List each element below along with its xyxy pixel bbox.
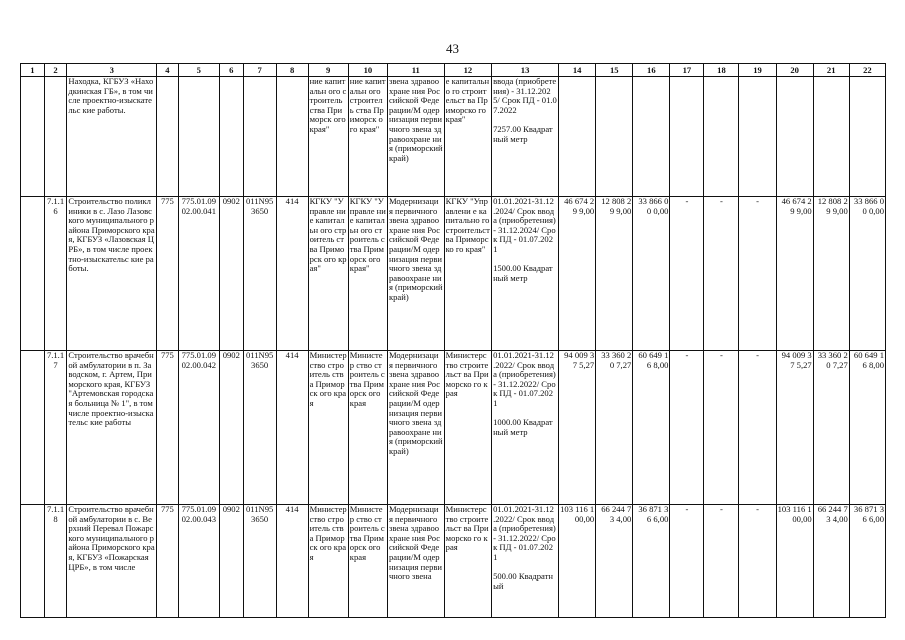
column-header: 13 [492,64,559,77]
table-cell-box [849,505,885,618]
table-cell-box [44,77,67,197]
table-cell-box [387,505,444,618]
table-cell: 33 866 00 0,00 [853,196,884,216]
table-cell-box [559,197,596,351]
table-row [21,351,886,505]
column-header: 20 [776,64,813,77]
table-cell: Министерс тво строительст ва Приморско го края [445,350,489,399]
header-row [21,64,886,77]
column-header: 6 [219,64,243,77]
table-cell: 12 808 29 9,00 [601,196,632,216]
table-cell-box [813,505,849,618]
table-cell-box [492,505,559,618]
table-cell: 36 871 36 6,00 [853,504,884,524]
table-cell-box [243,77,276,197]
table-cell-box [348,197,387,351]
table-cell: - [685,504,689,514]
table-cell-box [178,505,219,618]
table-cell: 0902 [222,504,240,514]
table-cell: 01.01.2021-31.12 .2024/ Срок ввода (приобретения) - 31.12.2024/ Срок ПД - 01.07.2021 1500.00 Квадратный метр [493,196,556,283]
column-header: 9 [308,64,348,77]
table-cell: 36 871 36 6,00 [638,504,669,524]
table-cell: Модернизаци я первичного звена здравоохране ния Российской Федерации/М одернизация первичного звена здравоохране ния (приморский край) [388,350,443,456]
table-cell: Министер ство строитель ства Приморск ого края [349,350,385,408]
table-cell: - [720,350,723,360]
table-cell: КГКУ "Управле ние капитальн ого строитель ства Приморск ого края" [309,196,347,274]
table-cell-box [44,505,67,618]
column-header: 1 [21,64,45,77]
table-cell: 103 116 1 00,00 [777,504,812,524]
table-cell-box [596,351,633,505]
table-cell-box [633,351,670,505]
table-cell: КГКУ "Управле ние капитальн ого строитель ства Приморск ого края" [349,196,386,274]
table-cell-box [348,77,387,197]
table-cell-box [444,351,491,505]
table-cell: 011N95 3650 [245,350,274,370]
table-cell-box [444,505,491,618]
table-cell-box [387,77,444,197]
column-header: 14 [559,64,596,77]
table-cell-box [178,197,219,351]
column-header: 17 [670,64,704,77]
table-cell: 775 [160,196,174,206]
table-cell-box [849,197,885,351]
table-cell-box [813,77,849,197]
table-cell-box [21,197,45,351]
table-cell: 66 244 73 4,00 [601,504,632,524]
table-cell: - [756,350,759,360]
table-cell-box [633,197,670,351]
table-cell-box [219,505,243,618]
table-cell: 46 674 29 9,00 [781,196,812,216]
table-cell: 94 009 37 5,27 [781,350,812,370]
table-cell-box [670,77,704,197]
table-cell: ввода (приобретения) - 31.12.2025/ Срок ПД - 01.07.2022 7257.00 Квадратный метр [493,76,557,144]
table-cell-box [670,197,704,351]
table-cell-box [704,197,739,351]
column-header: 11 [387,64,444,77]
column-header: 5 [178,64,219,77]
table-cell: 775.01.09 02.00.041 [181,196,216,216]
table-cell-box [739,77,776,197]
table-cell-box [559,351,596,505]
table-cell: 7.1.16 [46,196,65,216]
column-header: 22 [849,64,885,77]
column-header: 19 [739,64,776,77]
table-cell-box [739,197,776,351]
table-cell-box [308,505,348,618]
table-cell: 775 [160,504,174,514]
table-cell-box [776,77,813,197]
table-cell: - [685,350,689,360]
table-cell-box [157,351,179,505]
table-cell: 7.1.17 [46,350,65,370]
column-header: 12 [444,64,491,77]
column-header: 21 [813,64,849,77]
page-number: 43 [446,41,459,56]
table-cell-box [776,505,813,618]
column-header: 10 [348,64,387,77]
table-cell-box [67,197,157,351]
table-cell-box [348,505,387,618]
column-header: 7 [243,64,276,77]
table-cell: Министерс тво строительст ва Приморско го края [445,504,489,553]
table-cell-box [739,351,776,505]
table-cell: звена здравоохране ния Российской Федерации/М одернизация первичного звена здравоохране ния (приморский край) [388,76,443,163]
table-cell: 103 116 1 00,00 [560,504,595,524]
table-cell-box [276,77,308,197]
table-cell-box [178,77,219,197]
table-cell-box [492,351,559,505]
table-cell-box [219,351,243,505]
table-cell-box [243,351,276,505]
table-cell-box [243,505,276,618]
table-cell-box [704,351,739,505]
table-cell-box [387,351,444,505]
table-cell-box [44,351,67,505]
table-cell: Модернизаци я первичного звена здравоохране ния Российской Федерации/М одернизация первичного звена здравоохране ния (приморский край) [388,196,443,302]
table-cell: Модернизаци я первичного звена здравоохране ния Российской Федерации/М одернизация первичного звена [388,504,443,582]
table-cell-box [739,505,776,618]
table-cell: Строительство поликлиники в с. Лазо Лазовского муниципального района Приморского края, КГБУЗ «Лазовская ЦРБ», в том числе проектно-изыскательс кие работы. [68,196,155,274]
table-cell: Министер ство строитель ства Приморск ого края [309,350,347,408]
table-cell-box [308,77,348,197]
table-cell-box [67,351,157,505]
table-cell: 01.01.2021-31.12 .2022/ Срок ввода (приобретения) - 31.12.2022/ Срок ПД - 01.07.2021 500.00 Квадратный [493,504,556,591]
table-cell: - [756,504,759,514]
table-cell-box [276,505,308,618]
table-cell: 94 009 37 5,27 [564,350,595,370]
table-cell: 66 244 73 4,00 [817,504,848,524]
table-cell: 775.01.09 02.00.043 [181,504,216,524]
table-cell-box [670,351,704,505]
table-cell: - [720,504,723,514]
table-cell: 33 360 20 7,27 [817,350,848,370]
table-cell-box [492,77,559,197]
table-cell-box [387,197,444,351]
table-cell-box [21,351,45,505]
column-header: 18 [704,64,739,77]
table-cell: КГКУ "Управлени е капитально го строительст ва Приморско го края" [445,196,490,254]
table-cell-box [813,351,849,505]
table-cell: 7.1.18 [46,504,65,524]
table-cell-box [559,77,596,197]
table-cell-box [67,505,157,618]
table-cell-box [704,505,739,618]
table-cell-box [704,77,739,197]
table-cell-box [44,197,67,351]
table-cell: 33 866 00 0,00 [638,196,669,216]
table-cell: 33 360 20 7,27 [601,350,632,370]
table-cell: 775 [160,350,174,360]
column-header: 8 [276,64,308,77]
table-cell-box [308,351,348,505]
table-cell-box [157,77,179,197]
column-header: 15 [596,64,633,77]
table-cell-box [21,77,45,197]
table-cell-box [596,77,633,197]
column-header: 3 [67,64,157,77]
table-cell: 60 649 16 8,00 [638,350,669,370]
table-cell-box [559,505,596,618]
table-cell: 011N95 3650 [245,196,274,216]
table-cell-box [276,197,308,351]
table-cell: 011N95 3650 [245,504,274,524]
table-cell: - [720,196,723,206]
table-cell-box [157,505,179,618]
table-cell-box [243,197,276,351]
table-cell-box [492,197,559,351]
table-cell: Находка, КГБУЗ «Находкинская ГБ», в том числе проектно-изыскательс кие работы. [68,76,154,115]
table-cell: е капитально го строительст ва Приморско го края" [445,76,490,125]
table-cell: 414 [285,196,299,206]
table-cell-box [813,197,849,351]
table-cell-box [633,505,670,618]
table-cell-box [776,197,813,351]
table-cell: ние капитальн ого строитель ства Приморск ого края" [309,76,347,134]
table-cell-box [348,351,387,505]
table-cell: Строительство врачебной амбулатории в с. Верхний Перевал Пожарского муниципального района Приморского края, КГБУЗ «Пожарская ЦРБ», в том числе [68,504,155,572]
table-cell-box [444,197,491,351]
table-cell-box [308,197,348,351]
table-cell-box [178,351,219,505]
table-cell-box [633,77,670,197]
table-cell-box [596,505,633,618]
column-header: 2 [44,64,67,77]
table-row [21,197,886,351]
table-cell-box [219,77,243,197]
table-cell: 46 674 29 9,00 [564,196,595,216]
table-cell-box [776,351,813,505]
table-cell: - [756,196,759,206]
table-cell-box [444,77,491,197]
column-header: 16 [633,64,670,77]
table-cell: 60 649 16 8,00 [853,350,884,370]
table-cell: ние капитальн ого строитель ства Приморск ого края" [349,76,386,134]
table-cell: 12 808 29 9,00 [817,196,848,216]
budget-table [20,63,886,618]
table-cell-box [849,77,885,197]
table-cell: Строительство врачебной амбулатории в п. Заводском, г. Артем, Приморского края, КГБУЗ "Артемовская городская больница № 1", в том числе проектно-изыскательс кие работы [68,350,154,428]
table-cell-box [219,197,243,351]
table-cell: 0902 [222,350,240,360]
table-cell: Министер ство строитель ства Приморск ого края [349,504,385,562]
table-cell-box [67,77,157,197]
table-row [21,77,886,197]
table-cell: 414 [285,350,299,360]
table-cell: 775.01.09 02.00.042 [181,350,216,370]
table-cell: - [685,196,689,206]
table-cell-box [157,197,179,351]
table-cell-box [670,505,704,618]
table-cell: 414 [285,504,299,514]
table-cell-box [21,505,45,618]
table-cell: Министер ство строитель ства Приморск ого края [309,504,347,562]
table-cell-box [849,351,885,505]
table-cell-box [276,351,308,505]
table-row [21,505,886,618]
column-header: 4 [157,64,179,77]
table-cell-box [596,197,633,351]
table-cell: 0902 [222,196,240,206]
table-cell: 01.01.2021-31.12 .2022/ Срок ввода (приобретения) - 31.12.2022/ Срок ПД - 01.07.2021 1000.00 Квадратный метр [493,350,556,437]
